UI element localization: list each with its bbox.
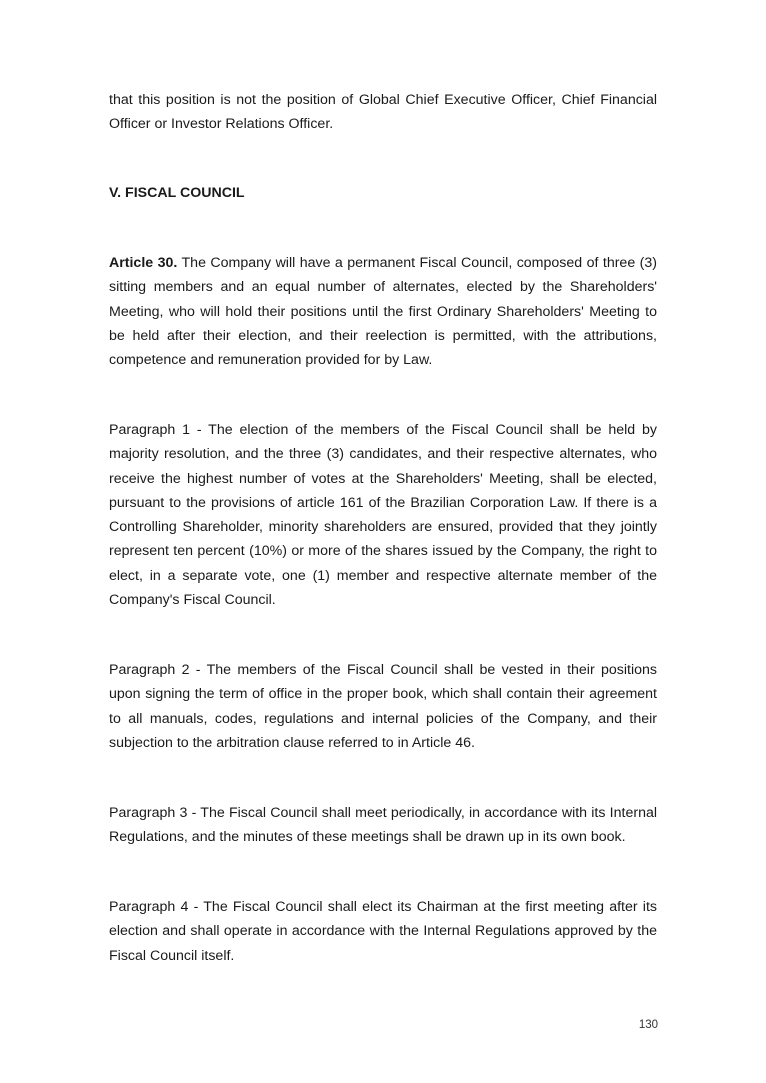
article-30 xyxy=(109,251,657,372)
page-number: 130 xyxy=(638,1019,658,1031)
paragraph-3: Paragraph 3 - The Fiscal Council shall meet periodically, in accordance with its Internal Regulations, and the minutes of these meetings shall be drawn up in its own book. xyxy=(109,805,657,846)
article-label: Article 30. xyxy=(109,255,178,271)
section-heading: V. FISCAL COUNCIL xyxy=(109,185,245,201)
article-text: The Company will have a permanent Fiscal Council, composed of three (3) sitting members and an equal number of alternates, elected by the Shareholders' Meeting, who will hold their positions until the first Ordinary Shareholders' Meeting to be held after their election, and their reelection is permitted, with the attributions, competence and remuneration provided for by Law. xyxy=(109,255,657,369)
paragraph-4: Paragraph 4 - The Fiscal Council shall elect its Chairman at the first meeting after its election and shall operate in accordance with the Internal Regulations approved by the Fiscal Council itself. xyxy=(109,899,657,964)
paragraph-2: Paragraph 2 - The members of the Fiscal Council shall be vested in their positions upon signing the term of office in the proper book, which shall contain their agreement to all manuals, codes, regulations and internal policies of the Company, and their subjection to the arbitration clause referred to in Article 46. xyxy=(109,662,657,751)
continuation-text: that this position is not the position of Global Chief Executive Officer, Chief Financial Officer or Investor Relations Officer. xyxy=(109,92,657,133)
paragraph-1: Paragraph 1 - The election of the members of the Fiscal Council shall be held by majority resolution, and the three (3) candidates, and their respective alternates, who receive the highest number of votes at the Shareholders' Meeting, shall be elected, pursuant to the provisions of article 161 of the Brazilian Corporation Law. If there is a Controlling Shareholder, minority shareholders are ensured, provided that they jointly represent ten percent (10%) or more of the shares issued by the Company, the right to elect, in a separate vote, one (1) member and respective alternate member of the Company's Fiscal Council. xyxy=(109,422,657,609)
